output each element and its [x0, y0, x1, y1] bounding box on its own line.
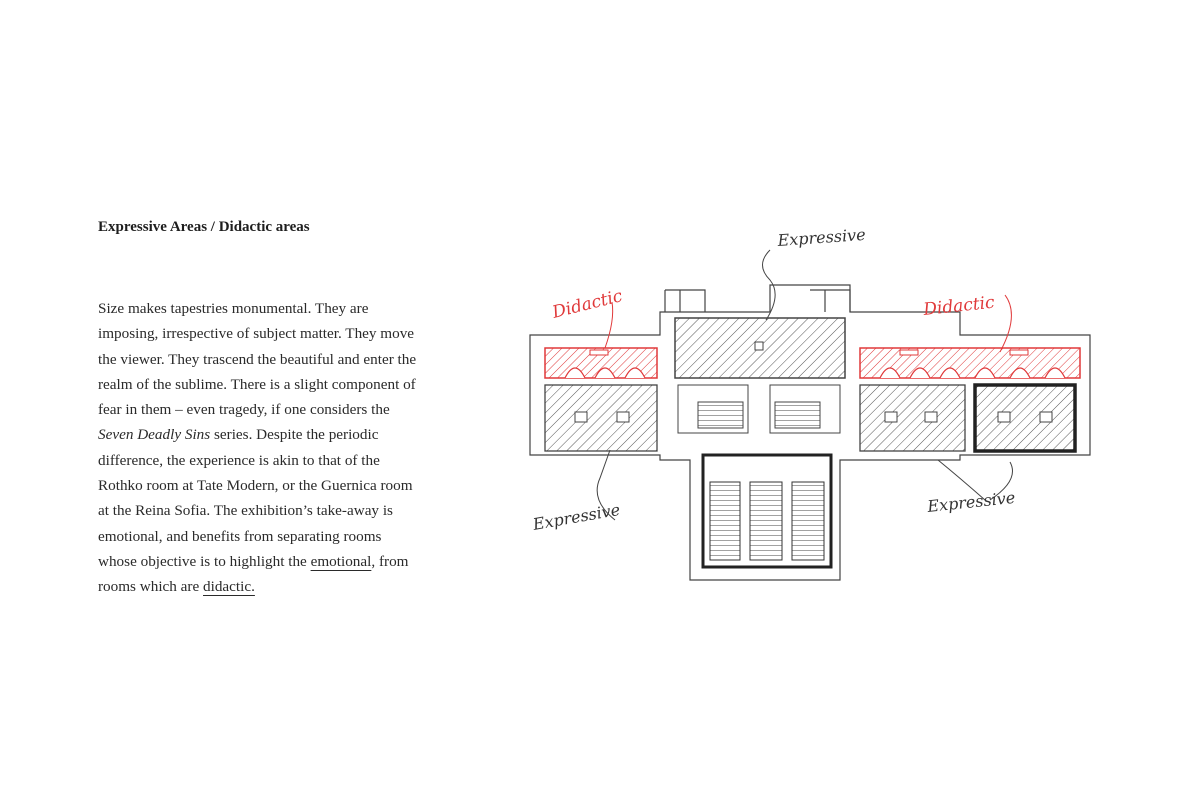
label-expressive-left: Expressive [531, 499, 622, 534]
paragraph-intro: Size makes tapestries monumental. They are imposing, irrespective of subject matter. They move the viewer. They trascend the beautiful and enter the realm of the sublime. There is a slight component of fear in them – even tragedy, if one considers the [98, 300, 417, 419]
label-didactic-right: Didactic [922, 292, 996, 320]
didactic-link[interactable]: didactic. [203, 578, 255, 596]
didactic-area-left [545, 348, 657, 378]
didactic-area-right [860, 348, 1080, 378]
label-expressive-top: Expressive [776, 224, 867, 250]
section-heading: Expressive Areas / Didactic areas [98, 219, 310, 235]
staircases [678, 385, 840, 433]
body-paragraph [98, 296, 418, 600]
expressive-room-right-b [975, 385, 1075, 451]
series-title: Seven Deadly Sins [98, 426, 211, 444]
emotional-link[interactable]: emotional [310, 552, 372, 570]
floor-plan-sketch [520, 220, 1100, 620]
paragraph-between: , from rooms which are [98, 552, 409, 596]
expressive-room-left [545, 385, 657, 451]
label-expressive-right: Expressive [926, 487, 1017, 516]
label-didactic-left: Didactic [550, 286, 625, 323]
paragraph-middle: series. Despite the periodic difference, the experience is akin to that of the Rothko room at Tate Modern, or the Guernica room at the Reina Sofia. The exhibition’s take-away is emotional, and benefits from separating rooms whose objective is to highlight the [98, 426, 413, 570]
lower-hall [703, 455, 831, 567]
expressive-room-right-a [860, 385, 965, 451]
